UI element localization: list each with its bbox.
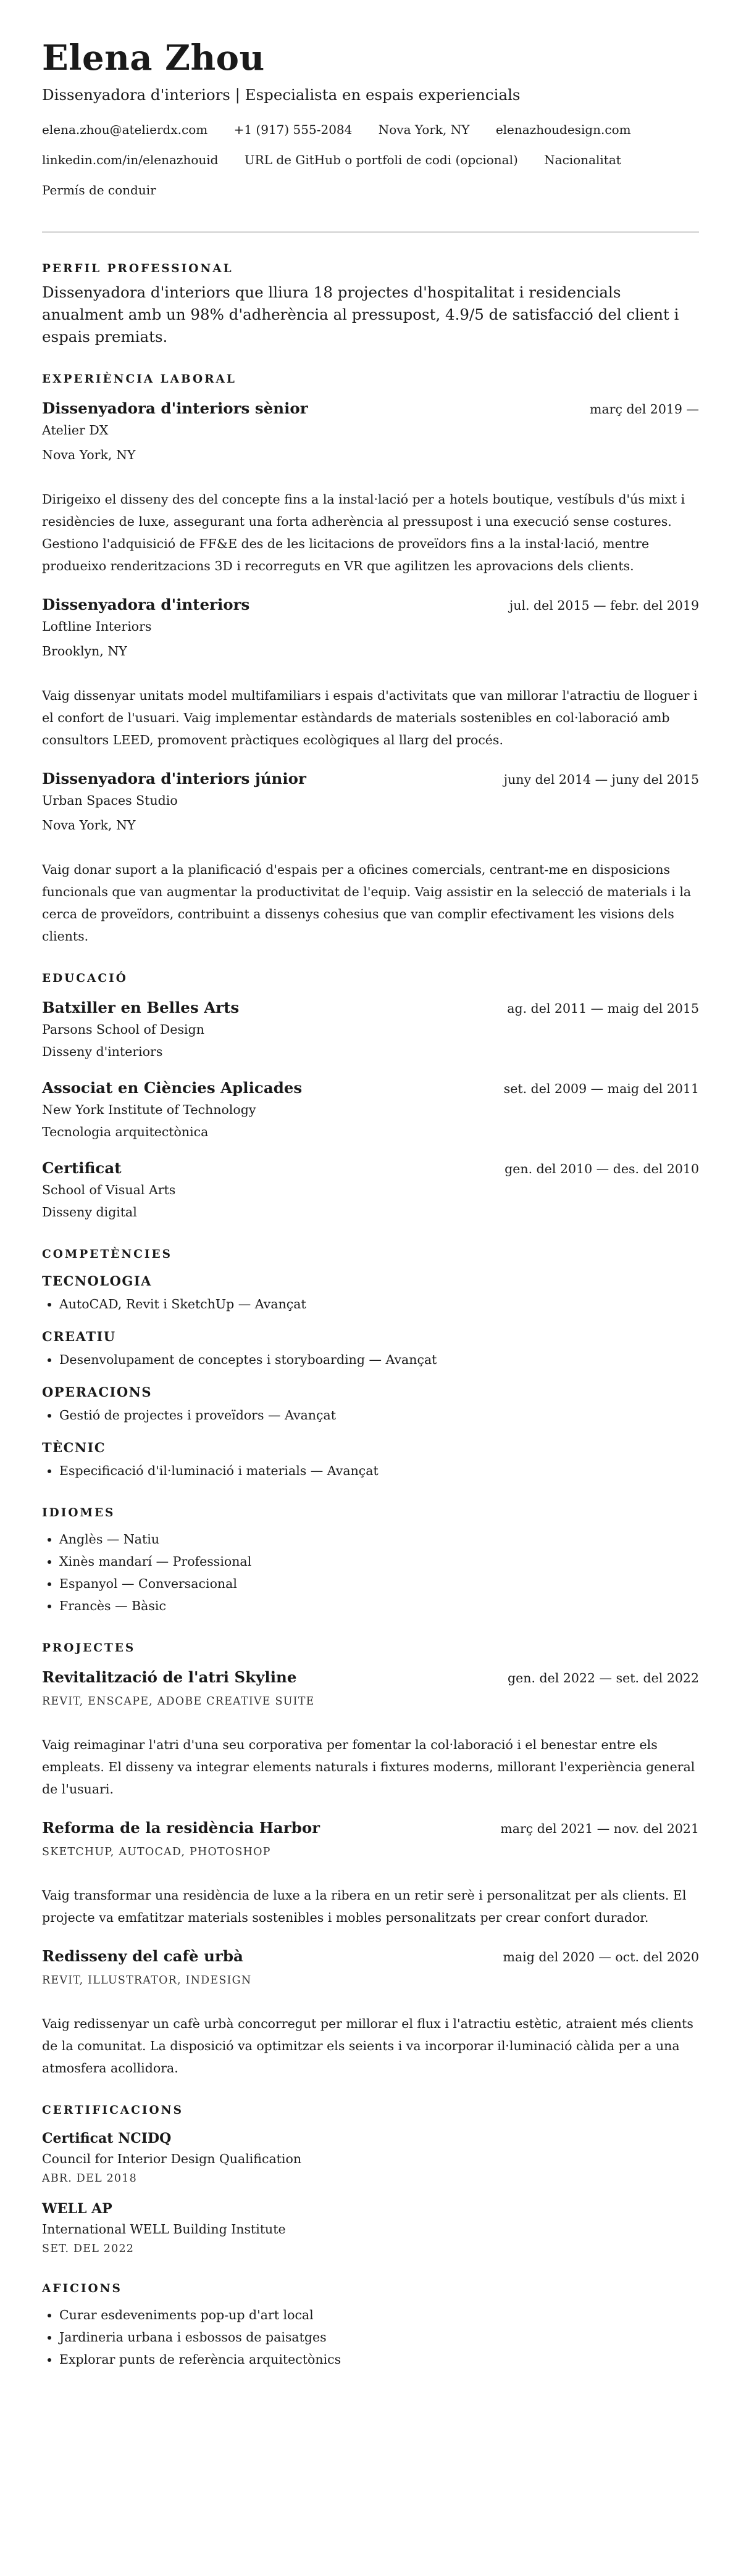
certifications-section: [42, 2104, 699, 2258]
job-title: Dissenyadora d'interiors sènior: [42, 399, 308, 417]
experience-item: [42, 768, 699, 947]
language-item: • Francès — Bàsic: [59, 1595, 699, 1617]
job-location: Nova York, NY: [42, 447, 136, 462]
project-tools: REVIT, ILLUSTRATOR, INDESIGN: [42, 1974, 252, 1987]
skill-item: • Especificació d'il·luminació i materials — Avançat: [59, 1460, 699, 1482]
contact-github[interactable]: URL de GitHub o portfoli de codi (opcional): [244, 152, 518, 167]
education-dates: set. del 2009 — maig del 2011: [503, 1081, 699, 1096]
language-item: • Anglès — Natiu: [59, 1528, 699, 1550]
job-company: Atelier DX: [42, 423, 109, 438]
section-title-interests: AFICIONS: [42, 2282, 122, 2295]
section-title-languages: IDIOMES: [42, 1506, 115, 1519]
project-dates: gen. del 2022 — set. del 2022: [508, 1671, 699, 1685]
certification-name: Certificat NCIDQ: [42, 2130, 172, 2146]
skill-item: • AutoCAD, Revit i SketchUp — Avançat: [59, 1293, 699, 1315]
candidate-name: Elena Zhou: [42, 38, 265, 78]
job-dates: juny del 2014 — juny del 2015: [503, 772, 699, 787]
section-title-experience: EXPERIÈNCIA LABORAL: [42, 373, 237, 386]
summary-text: Dissenyadora d'interiors que lliura 18 projectes d'hospitalitat i residencials anualment amb un 98% d'adherència al pressupost, 4.9/5 de satisfacció del client i espais premiats.: [42, 283, 679, 346]
education-dates: gen. del 2010 — des. del 2010: [504, 1161, 699, 1176]
project-tools: REVIT, ENSCAPE, ADOBE CREATIVE SUITE: [42, 1695, 315, 1708]
skill-category-name: CREATIU: [42, 1329, 116, 1344]
skill-list: [42, 1460, 699, 1482]
projects-section: [42, 1642, 699, 2079]
interest-item: • Explorar punts de referència arquitectònics: [59, 2348, 699, 2370]
language-list: [42, 1528, 699, 1617]
education-degree: Certificat: [42, 1159, 122, 1177]
skill-category-name: TÈCNIC: [42, 1440, 106, 1455]
language-item: • Xinès mandarí — Professional: [59, 1550, 699, 1573]
skill-list: [42, 1293, 699, 1315]
education-item: [42, 997, 699, 1063]
skill-category-name: OPERACIONS: [42, 1384, 153, 1400]
job-description: Vaig donar suport a la planificació d'espais per a oficines comercials, centrant-me en disposicions funcionals que van augmentar la productivitat de l'equip. Vaig assistir en la selecció de materials i la cerca de proveïdors, contribuint a dissenys cohesius que van complir efectivament les visions dels clients.: [42, 862, 692, 944]
section-title-certifications: CERTIFICACIONS: [42, 2104, 183, 2117]
contact-website[interactable]: elenazhoudesign.com: [495, 122, 631, 137]
job-company: Loftline Interiors: [42, 619, 152, 634]
job-title: Dissenyadora d'interiors júnior: [42, 770, 306, 787]
education-degree: Associat en Ciències Aplicades: [42, 1079, 303, 1097]
experience-section: [42, 373, 699, 947]
section-title-projects: PROJECTES: [42, 1642, 136, 1655]
project-description: Vaig transformar una residència de luxe a la ribera en un retir serè i personalitzat per als clients. El projecte va emfatitzar materials sostenibles i mobles personalitzats per crear confort durador.: [42, 1888, 687, 1925]
education-field: Disseny digital: [42, 1205, 137, 1219]
project-description: Vaig redissenyar un cafè urbà concorregut per millorar el flux i l'atractiu estètic, atraient més clients de la comunitat. La disposició va optimitzar els seients i va incorporar il·luminació càlida per a una atmosfera acollidora.: [42, 2016, 693, 2075]
education-field: Tecnologia arquitectònica: [42, 1124, 209, 1139]
summary-section: [42, 262, 699, 348]
project-name: Revitalització de l'atri Skyline: [42, 1668, 297, 1686]
contact-linkedin[interactable]: linkedin.com/in/elenazhouid: [42, 152, 219, 167]
job-description: Dirigeixo el disseny des del concepte fins a la instal·lació per a hotels boutique, vestíbuls d'ús mixt i residències de luxe, assegurant una forta adherència al pressupost i una execució sense costures. Gestiono l'adquisició de FF&E des de les licitacions de proveïdors fins a la instal·lació, mentre produeixo renderitzacions 3D i recorreguts en VR que agilitzen les aprovacions dels clients.: [42, 492, 685, 573]
job-title: Dissenyadora d'interiors: [42, 596, 250, 613]
skill-list: [42, 1404, 699, 1426]
certification-name: WELL AP: [42, 2201, 112, 2217]
section-title-skills: COMPETÈNCIES: [42, 1248, 172, 1261]
skill-item: • Gestió de projectes i proveïdors — Avançat: [59, 1404, 699, 1426]
certification-item: [42, 2200, 699, 2258]
contact-nationality: Nacionalitat: [544, 152, 621, 167]
contact-driving-license: Permís de conduir: [42, 183, 156, 197]
education-item: [42, 1158, 699, 1223]
job-dates: jul. del 2015 — febr. del 2019: [509, 598, 699, 613]
experience-item: [42, 398, 699, 577]
project-name: Reforma de la residència Harbor: [42, 1819, 320, 1837]
education-school: New York Institute of Technology: [42, 1102, 256, 1117]
education-school: Parsons School of Design: [42, 1022, 204, 1037]
skills-section: [42, 1248, 699, 1482]
job-description: Vaig dissenyar unitats model multifamiliars i espais d'activitats que van millorar l'atractiu de lloguer i el confort de l'usuari. Vaig implementar estàndards de materials sostenibles en col·laboració amb consultors LEED, promovent pràctiques ecològiques al llarg del procés.: [42, 688, 698, 747]
language-item: • Espanyol — Conversacional: [59, 1573, 699, 1595]
education-school: School of Visual Arts: [42, 1182, 176, 1197]
education-degree: Batxiller en Belles Arts: [42, 999, 240, 1016]
project-name: Redisseny del cafè urbà: [42, 1947, 243, 1965]
project-item: [42, 1667, 699, 1800]
interest-list: [42, 2304, 699, 2370]
job-location: Brooklyn, NY: [42, 644, 127, 659]
certification-issuer: Council for Interior Design Qualification: [42, 2151, 302, 2166]
education-item: [42, 1078, 699, 1143]
certification-date: ABR. DEL 2018: [42, 2172, 137, 2185]
header-divider: [42, 231, 699, 233]
contact-phone[interactable]: +1 (917) 555-2084: [233, 122, 353, 137]
education-dates: ag. del 2011 — maig del 2015: [507, 1001, 699, 1016]
experience-item: [42, 594, 699, 751]
contact-list: [42, 115, 699, 206]
interests-section: [42, 2282, 699, 2370]
interest-item: • Curar esdeveniments pop-up d'art local: [59, 2304, 699, 2326]
section-title-summary: PERFIL PROFESSIONAL: [42, 262, 233, 275]
skill-category: [42, 1383, 699, 1426]
section-title-education: EDUCACIÓ: [42, 972, 128, 985]
skill-list: [42, 1348, 699, 1371]
candidate-headline: Dissenyadora d'interiors | Especialista en espais experiencials: [42, 86, 521, 104]
project-tools: SKETCHUP, AUTOCAD, PHOTOSHOP: [42, 1846, 271, 1858]
education-field: Disseny d'interiors: [42, 1044, 163, 1059]
skill-item: • Desenvolupament de conceptes i storyboarding — Avançat: [59, 1348, 699, 1371]
project-item: [42, 1946, 699, 2079]
skill-category-name: TECNOLOGIA: [42, 1273, 152, 1289]
contact-location: Nova York, NY: [378, 122, 470, 137]
interest-item: • Jardineria urbana i esbossos de paisatges: [59, 2326, 699, 2348]
job-location: Nova York, NY: [42, 818, 136, 833]
languages-section: [42, 1506, 699, 1617]
project-dates: maig del 2020 — oct. del 2020: [503, 1950, 699, 1964]
education-section: [42, 972, 699, 1223]
skill-category: [42, 1327, 699, 1371]
job-dates: març del 2019 —: [590, 402, 699, 417]
project-description: Vaig reimaginar l'atri d'una seu corporativa per fomentar la col·laboració i el benestar entre els empleats. El disseny va integrar elements naturals i fixtures moderns, millorant l'experiència general de l'usuari.: [42, 1737, 695, 1797]
certification-item: [42, 2129, 699, 2187]
skill-category: [42, 1272, 699, 1315]
certification-date: SET. DEL 2022: [42, 2243, 135, 2255]
skill-category: [42, 1439, 699, 1482]
project-item: [42, 1818, 699, 1929]
project-dates: març del 2021 — nov. del 2021: [500, 1821, 699, 1836]
job-company: Urban Spaces Studio: [42, 793, 178, 808]
contact-email[interactable]: elena.zhou@atelierdx.com: [42, 122, 208, 137]
certification-issuer: International WELL Building Institute: [42, 2222, 286, 2237]
